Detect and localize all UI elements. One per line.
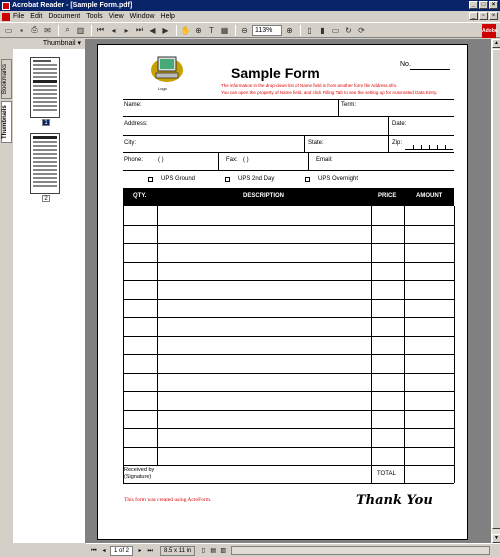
doc-close-button[interactable]: × — [489, 12, 498, 20]
page-number-2[interactable]: 2 — [42, 195, 50, 202]
footer-note: This form was created using ActoForm. — [124, 497, 212, 503]
menu-help[interactable]: Help — [160, 13, 175, 20]
items-table-header — [123, 188, 454, 206]
form-number-label: No. — [400, 61, 411, 68]
city-label: City: — [124, 140, 136, 146]
fit-width-icon[interactable]: ▭ — [331, 25, 340, 35]
page-number-1[interactable]: 1 — [42, 119, 50, 126]
page-thumbnail-1[interactable] — [30, 57, 60, 118]
next-page-icon[interactable]: ▸ — [124, 25, 129, 35]
ups-2nd-day-label: UPS 2nd Day — [238, 176, 275, 182]
ups-overnight-label: UPS Overnight — [318, 176, 359, 182]
save-icon[interactable]: ▪ — [20, 25, 23, 35]
tab-bookmarks[interactable]: Bookmarks — [1, 59, 12, 99]
navigation-tabs — [0, 39, 13, 543]
maximize-button[interactable]: □ — [479, 1, 488, 9]
find-icon[interactable]: ⌕ — [65, 25, 70, 34]
print-icon[interactable]: ⎙ — [31, 25, 38, 34]
status-previous-page-icon[interactable]: ◂ — [102, 547, 106, 554]
adobe-logo-icon: Adobe — [482, 24, 496, 38]
zoom-tool-icon[interactable]: ⊕ — [195, 25, 202, 35]
table-bottom-line — [123, 483, 454, 484]
status-last-page-icon[interactable]: ⏭ — [147, 547, 153, 554]
first-page-icon[interactable]: ⏮ — [96, 25, 105, 34]
phone-parens: ( ) — [158, 157, 164, 163]
menu-edit[interactable]: Edit — [30, 13, 43, 20]
state-label: State: — [308, 140, 324, 146]
form-title: Sample Form — [231, 65, 320, 81]
table-column-line — [371, 206, 372, 483]
qty-column-header: QTY. — [133, 193, 147, 199]
menu-bar — [0, 11, 500, 22]
ups-overnight-checkbox[interactable] — [305, 177, 310, 182]
rotate-right-icon[interactable]: ⟳ — [358, 25, 365, 35]
status-next-page-icon[interactable]: ▸ — [138, 547, 142, 554]
rotate-icon[interactable]: ↻ — [345, 25, 352, 35]
status-first-page-icon[interactable]: ⏮ — [91, 547, 97, 554]
title-bar — [0, 0, 500, 11]
close-button[interactable]: × — [489, 1, 498, 9]
term-label: Term: — [341, 102, 356, 108]
acrobat-app-icon — [2, 2, 10, 10]
table-column-line — [157, 206, 158, 465]
fax-parens: ( ) — [243, 157, 249, 163]
zip-label: Zip: — [392, 140, 403, 146]
continuous-icon[interactable]: ▤ — [210, 547, 217, 554]
table-column-line — [404, 206, 405, 483]
menu-tools[interactable]: Tools — [86, 13, 103, 20]
price-column-header: PRICE — [378, 193, 397, 199]
address-label: Address: — [124, 121, 148, 127]
phone-label: Phone: — [124, 157, 144, 163]
go-forward-icon[interactable]: ▶ — [162, 25, 169, 35]
signature-label: (Signature) — [124, 474, 152, 480]
table-left-border — [123, 206, 124, 483]
single-page-icon[interactable]: ▯ — [201, 547, 205, 554]
description-column-header: DESCRIPTION — [243, 193, 285, 199]
previous-page-icon[interactable]: ◂ — [111, 25, 116, 35]
tab-thumbnails[interactable]: Thumbnails — [1, 101, 12, 143]
document-icon[interactable] — [2, 13, 10, 21]
info-text-1: The information in the drop-down list of Name field is from another form file Address.sfm. — [221, 83, 398, 88]
last-page-icon[interactable]: ⏭ — [135, 25, 144, 34]
column-select-icon[interactable]: ▦ — [220, 25, 229, 35]
computer-logo-icon — [150, 53, 184, 83]
logo-label: Logo — [158, 86, 167, 91]
page-thumbnail-2[interactable] — [30, 133, 60, 194]
continuous-facing-icon[interactable]: ▥ — [220, 547, 227, 554]
page-size-indicator: 8.5 x 11 in — [160, 546, 195, 556]
zoom-out-icon[interactable]: ⊖ — [241, 25, 248, 35]
thank-you-signature: Thank You — [356, 493, 433, 508]
menu-file[interactable]: File — [13, 13, 25, 20]
zoom-in-icon[interactable]: ⊕ — [286, 25, 293, 35]
scroll-up-icon[interactable]: ▲ — [492, 39, 500, 48]
pdf-page — [97, 44, 468, 540]
ups-ground-checkbox[interactable] — [148, 177, 153, 182]
total-label: TOTAL — [377, 471, 396, 477]
go-back-icon[interactable]: ◀ — [149, 25, 156, 35]
toolbar — [0, 22, 500, 38]
actual-size-icon[interactable]: ▯ — [307, 25, 312, 35]
fax-label: Fax: — [226, 157, 238, 163]
name-label: Name: — [124, 102, 142, 108]
date-label: Date: — [392, 121, 407, 127]
ups-2nd-day-checkbox[interactable] — [225, 177, 230, 182]
email-icon[interactable]: ✉ — [44, 25, 51, 35]
scroll-down-icon[interactable]: ▼ — [492, 534, 500, 543]
horizontal-scrollbar[interactable] — [231, 546, 490, 555]
doc-minimize-button[interactable]: _ — [469, 12, 478, 20]
email-label: Email: — [316, 157, 333, 163]
minimize-button[interactable]: _ — [469, 1, 478, 9]
table-right-border — [454, 206, 455, 483]
thumbnail-pane — [13, 39, 86, 543]
vertical-scrollbar[interactable] — [491, 39, 500, 543]
thumbnail-menu[interactable]: Thumbnail ▾ — [13, 39, 85, 49]
menu-window[interactable]: Window — [129, 13, 155, 20]
amount-column-header: AMOUNT — [416, 193, 443, 199]
hand-tool-icon[interactable]: ✋ — [180, 25, 191, 35]
menu-document[interactable]: Document — [48, 13, 81, 20]
ups-ground-label: UPS Ground — [161, 176, 196, 182]
scroll-thumb[interactable] — [492, 49, 500, 529]
doc-restore-button[interactable]: ▫ — [479, 12, 488, 20]
window-title: Acrobat Reader - [Sample Form.pdf] — [12, 2, 133, 9]
zoom-level-input[interactable]: 113% — [252, 25, 282, 36]
text-select-icon[interactable]: T — [209, 25, 214, 35]
show-hide-navigation-icon[interactable]: ▥ — [76, 25, 85, 35]
fit-page-icon[interactable]: ▮ — [320, 25, 325, 35]
menu-view[interactable]: View — [108, 13, 124, 20]
info-text-2: You can open the property of Name field, and click Filling Tab to see the setting up for Automated Data Entry. — [221, 90, 438, 95]
open-icon[interactable]: ▭ — [4, 25, 13, 35]
received-by-label: Received by — [124, 467, 155, 473]
status-bar — [86, 543, 500, 557]
page-indicator[interactable]: 1 of 2 — [110, 546, 133, 556]
